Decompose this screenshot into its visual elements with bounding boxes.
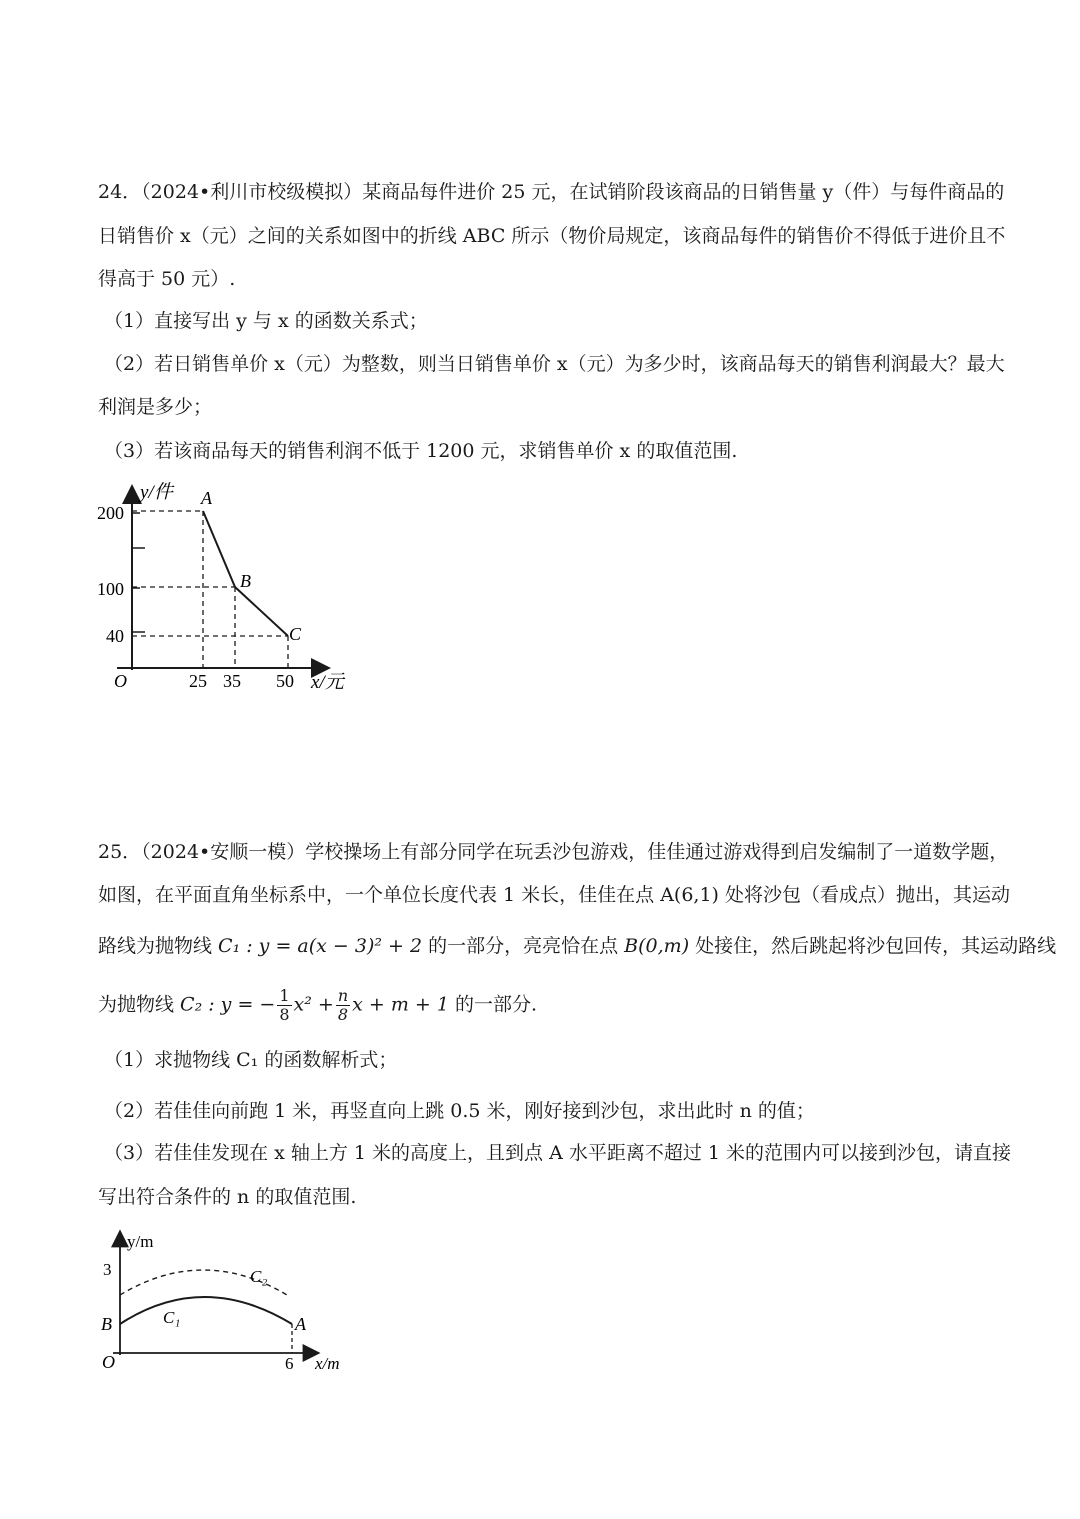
q25-line-3-text-a: 路线为抛物线 [98,935,219,957]
q24-point-b: B [240,571,251,591]
q25-curve-c2-label: C₂ [250,1267,268,1286]
q25-line-3-text-c: 处接住，然后跳起将沙包回传，其运动路线 [689,935,1057,957]
q24-point-a: A [201,488,212,508]
q24-part-1: （1）直接写出 y 与 x 的函数关系式； [104,310,428,332]
q25-part-3a: （3）若佳佳发现在 x 轴上方 1 米的高度上，且到点 A 水平距离不超过 1 米的范围内可以接到沙包，请直接 [104,1142,1012,1164]
q25-formula-c1: C₁ : y = a(x − 3)² + 2 [218,935,423,957]
q25-fraction-2: $\frac{n}{8}$ [337,986,349,1024]
q25-line-4-text-a: 为抛物线 [98,993,181,1016]
q25-formula-x2: x² + [293,993,334,1016]
q24-origin: O [114,671,127,691]
q25-part-2: （2）若佳佳向前跑 1 米，再竖直向上跳 0.5 米，刚好接到沙包，求出此时 n 的值； [104,1100,815,1122]
q25-line-3 [98,932,1057,960]
q24-ytick-40: 40 [106,626,124,646]
q24-x-axis-label: x/元 [311,672,344,693]
q24-xtick-50: 50 [276,671,294,691]
q25-point-a: A [295,1314,306,1334]
q24-y-axis-label: y/件 [140,482,173,503]
q25-y-axis-label: y/m [127,1232,154,1251]
q25-formula-rest: x + m + 1 [352,993,449,1016]
q25-curve-c1 [120,1297,292,1324]
q24-line-1: 24．（2024•利川市校级模拟）某商品每件进价 25 元，在试销阶段该商品的日销售量 y（件）与每件商品的 [98,181,1005,203]
q25-xtick-6: 6 [285,1354,294,1373]
q25-curve-c1-label: C₁ [163,1308,181,1327]
q24-line-2: 日销售价 x（元）之间的关系如图中的折线 ABC 所示（物价局规定，该商品每件的销售价不得低于进价且不 [98,225,1006,247]
q24-part-2b: 利润是多少； [98,396,213,418]
q24-line-3: 得高于 50 元）. [98,268,236,290]
q24-ytick-200: 200 [97,503,124,523]
q24-point-c: C [289,624,302,644]
q24-part-3: （3）若该商品每天的销售利润不低于 1200 元，求销售单价 x 的取值范围. [104,440,738,462]
q24-sales-graph [95,478,365,698]
q24-xtick-35: 35 [223,671,241,691]
q25-formula-c2-start: C₂ : y = − [180,993,276,1016]
q25-point-b-coord: B(0,m) [624,935,690,957]
q24-part-2a: （2）若日销售单价 x（元）为整数，则当日销售单价 x（元）为多少时，该商品每天的销售利润最大？最大 [104,353,1005,375]
q25-line-4 [98,987,988,1024]
q25-origin: O [102,1352,115,1372]
q25-ytick-3: 3 [103,1260,112,1279]
q25-part-1: （1）求抛物线 C₁ 的函数解析式； [104,1049,398,1071]
q24-ytick-100: 100 [97,579,124,599]
q25-x-axis-label: x/m [315,1354,340,1373]
q25-parabola-graph [95,1225,365,1385]
q24-xtick-25: 25 [189,671,207,691]
q25-point-b: B [101,1314,112,1334]
q25-fraction-1: $\frac{1}{8}$ [279,986,290,1024]
q25-line-1: 25．（2024•安顺一模）学校操场上有部分同学在玩丢沙包游戏，佳佳通过游戏得到启发编制了一道数学题， [98,841,1009,863]
q25-line-2: 如图，在平面直角坐标系中，一个单位长度代表 1 米长，佳佳在点 A(6,1) 处将沙包（看成点）抛出，其运动 [98,884,1011,906]
q24-guide-lines [132,511,288,668]
q25-line-3-text-b: 的一部分，亮亮恰在点 [422,935,625,957]
q25-part-3b: 写出符合条件的 n 的取值范围. [98,1186,357,1208]
q25-line-4-text-b: 的一部分. [448,993,538,1016]
